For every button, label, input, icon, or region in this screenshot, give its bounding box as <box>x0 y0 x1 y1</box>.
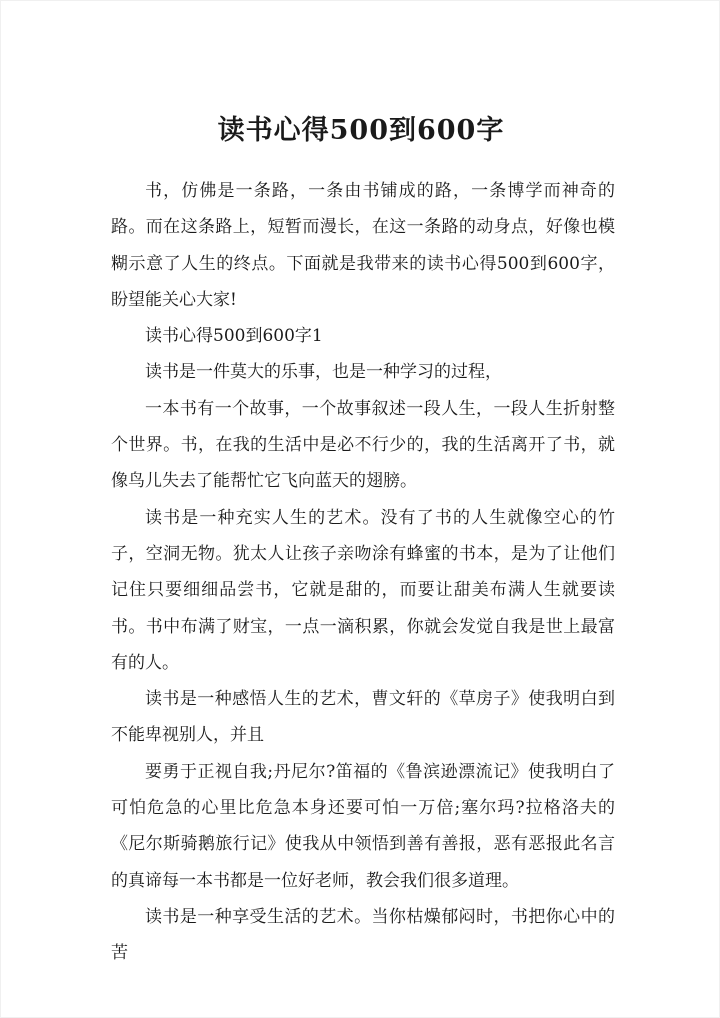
paragraph: 要勇于正视自我;丹尼尔?笛福的《鲁滨逊漂流记》使我明白了可怕危急的心里比危急本身还要可怕一万倍;塞尔玛?拉格洛夫的《尼尔斯骑鹅旅行记》使我从中领悟到善有善报，恶有恶报此名言的真谛每一本书都是一位好老师，教会我们很多道理。 <box>111 761 615 891</box>
paragraph: 读书是一种感悟人生的艺术，曹文轩的《草房子》使我明白到不能卑视别人，并且 <box>111 689 615 746</box>
section-heading: 读书心得500到600字1 <box>145 326 323 347</box>
document-body <box>111 173 615 972</box>
paragraph: 一本书有一个故事，一个故事叙述一段人生，一段人生折射整个世界。书，在我的生活中是必不行少的，我的生活离开了书，就像鸟儿失去了能帮忙它飞向蓝天的翅膀。 <box>111 398 615 492</box>
paragraph: 读书是一种充实人生的艺术。没有了书的人生就像空心的竹子，空洞无物。犹太人让孩子亲吻涂有蜂蜜的书本，是为了让他们记住只要细细品尝书，它就是甜的，而要让甜美布满人生就要读书。书中布满了财宝，一点一滴积累，你就会发觉自我是世上最富有的人。 <box>111 507 615 673</box>
paragraph-intro: 书，仿佛是一条路，一条由书铺成的路，一条博学而神奇的路。而在这条路上，短暂而漫长，在这一条路的动身点，好像也模糊示意了人生的终点。下面就是我带来的读书心得500到600字，盼望能关心大家! <box>111 181 615 310</box>
paragraph: 读书是一件莫大的乐事，也是一种学习的过程， <box>145 362 502 383</box>
document-title: 读书心得500到600字 <box>217 115 505 146</box>
paragraph: 读书是一种享受生活的艺术。当你枯燥郁闷时，书把你心中的苦 <box>111 906 615 964</box>
